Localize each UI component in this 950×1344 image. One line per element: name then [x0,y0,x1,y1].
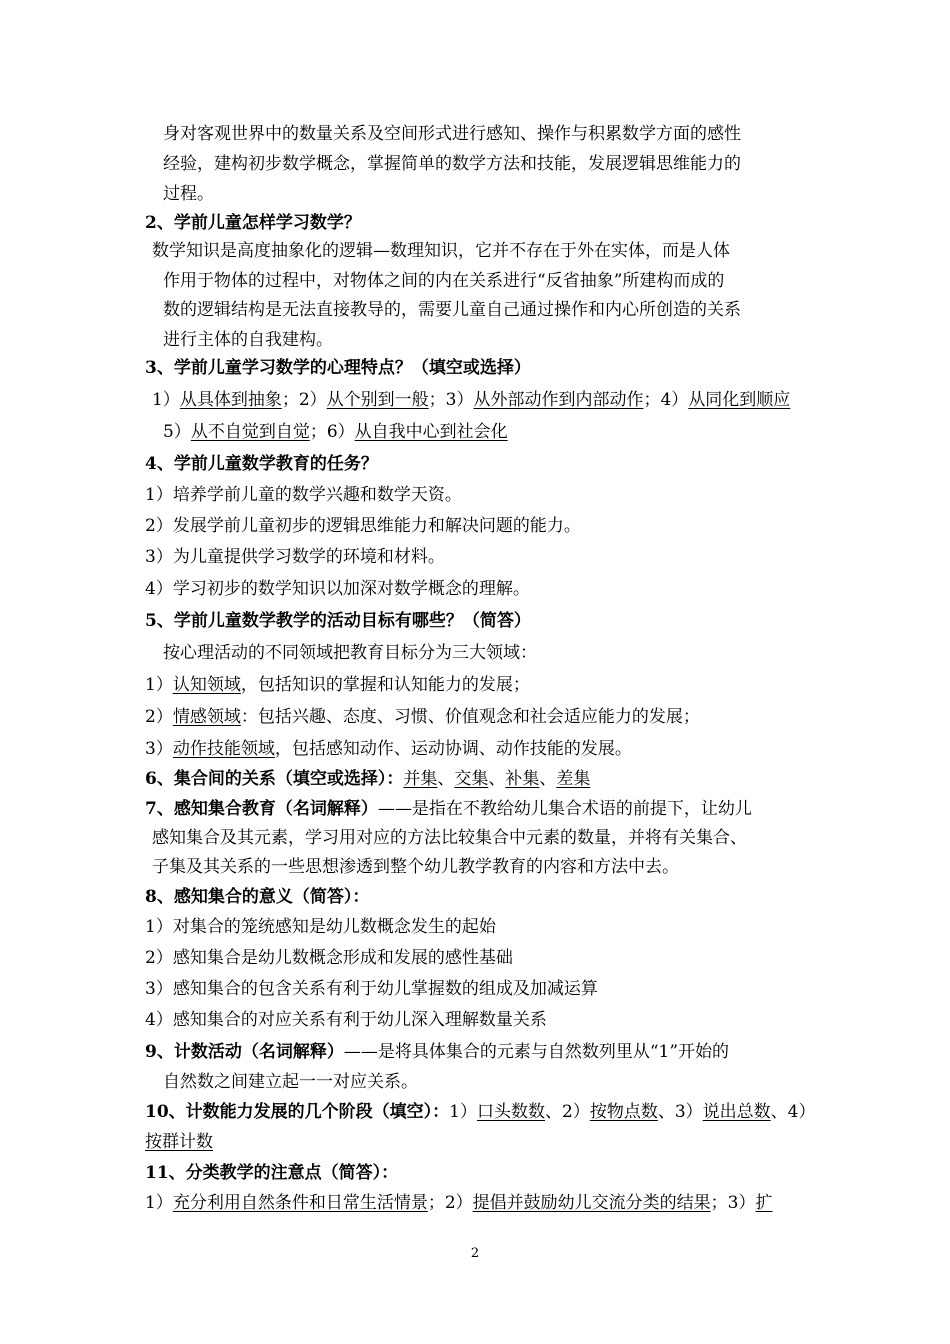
q5-intro: 按心理活动的不同领域把教育目标分为三大领域： [163,643,537,663]
q5-item-2-text: ：包括兴趣、态度、习惯、价值观念和社会适应能力的发展； [240,707,700,727]
q5-item-3-text: ，包括感知动作、运动协调、动作技能的发展。 [274,739,632,759]
q10-answer-1: 口头数数 [477,1102,545,1122]
q5-item-2 [145,705,815,729]
q6-sep-2: 、 [488,769,506,789]
q10-prefix-4: 、4） [770,1102,816,1122]
q11-answer-3: 扩 [755,1193,773,1213]
q3-prefix-3: ；3） [428,390,474,410]
q9-definition-start: ——是将具体集合的元素与自然数列里从“1”开始的 [343,1042,730,1062]
q6-line [145,767,815,791]
q4-item-1: 1）培养学前儿童的数学兴趣和数学天资。 [145,485,462,505]
q3-answer-5: 从不自觉到自觉 [190,422,310,442]
q6-answer-1: 并集 [403,769,438,789]
q4-item-3: 3）为儿童提供学习数学的环境和材料。 [145,547,445,567]
q2-line-1: 数学知识是高度抽象化的逻辑—数理知识，它并不存在于外在实体，而是人体 [152,241,730,261]
q7-definition-start: ——是指在不教给幼儿集合术语的前提下，让幼儿 [377,799,752,819]
q5-item-3-keyword: 动作技能领域 [172,739,275,759]
q4-item-4: 4）学习初步的数学知识以加深对数学概念的理解。 [145,579,530,599]
q3-answer-4: 从同化到顺应 [688,390,791,410]
q11-prefix-2: ；2） [427,1193,473,1213]
q9-line-1 [145,1040,815,1064]
q11-prefix-1: 1） [145,1193,173,1213]
q6-answer-2: 交集 [454,769,489,789]
q9-line-2: 自然数之间建立起一一对应关系。 [163,1072,418,1092]
q4-heading: 4、学前儿童数学教育的任务？ [145,454,378,474]
q3-prefix-6: ；6） [309,422,355,442]
q3-prefix-2: ；2） [281,390,327,410]
q2-line-2: 作用于物体的过程中，对物体之间的内在关系进行“反省抽象”所建构而成的 [163,271,725,291]
page-number: 2 [470,1246,480,1261]
q7-line-1 [145,797,815,821]
intro-line-1: 身对客观世界中的数量关系及空间形式进行感知、操作与积累数学方面的感性 [163,124,741,144]
q8-heading: 8、感知集合的意义（简答）： [145,887,370,907]
q10-line-1 [145,1100,815,1124]
q3-answer-3: 从外部动作到内部动作 [473,390,644,410]
q10-line-2 [145,1130,815,1154]
q11-answer-2: 提倡并鼓励幼儿交流分类的结果 [472,1193,711,1213]
q11-prefix-3: ；3） [710,1193,756,1213]
q4-item-2: 2）发展学前儿童初步的逻辑思维能力和解决问题的能力。 [145,516,581,536]
q3-prefix-4: ；4） [643,390,689,410]
q3-prefix-1: 1） [152,390,180,410]
q10-prefix-2: 、2） [545,1102,590,1122]
q11-heading: 11、分类教学的注意点（简答）： [145,1163,399,1183]
q5-item-3 [145,737,815,761]
q8-item-1: 1）对集合的笼统感知是幼儿数概念发生的起始 [145,917,496,937]
q3-prefix-5: 5） [163,422,191,442]
q6-answer-3: 补集 [505,769,540,789]
q5-item-1-keyword: 认知领域 [172,675,241,695]
q2-line-3: 数的逻辑结构是无法直接教导的，需要儿童自己通过操作和内心所创造的关系 [163,300,741,320]
q10-heading: 10、计数能力发展的几个阶段（填空）： [145,1102,450,1122]
q9-heading: 9、计数活动（名词解释） [145,1042,344,1062]
q5-item-2-number: 2） [145,707,173,727]
q5-item-1-number: 1） [145,675,173,695]
q8-item-4: 4）感知集合的对应关系有利于幼儿深入理解数量关系 [145,1010,547,1030]
q11-answer-1: 充分利用自然条件和日常生活情景 [172,1193,428,1213]
q5-heading: 5、学前儿童数学教学的活动目标有哪些？（简答） [145,611,531,631]
q10-answer-2: 按物点数 [589,1102,658,1122]
q7-line-2: 感知集合及其元素，学习用对应的方法比较集合中元素的数量，并将有关集合、 [152,828,747,848]
q6-sep-1: 、 [437,769,455,789]
q3-answer-1: 从具体到抽象 [179,390,282,410]
q6-sep-3: 、 [539,769,557,789]
q3-answer-6: 从自我中心到社会化 [354,422,508,442]
q10-prefix-1: 1） [449,1102,477,1122]
q10-prefix-3: 、3） [657,1102,703,1122]
q2-heading: 2、学前儿童怎样学习数学？ [145,213,361,233]
q2-line-4: 进行主体的自我建构。 [163,330,333,350]
q3-answer-2: 从个别到一般 [326,390,429,410]
q10-answer-4: 按群计数 [145,1132,213,1152]
q8-item-3: 3）感知集合的包含关系有利于幼儿掌握数的组成及加减运算 [145,979,598,999]
q10-answer-3: 说出总数 [702,1102,771,1122]
q3-heading: 3、学前儿童学习数学的心理特点？（填空或选择） [145,358,531,378]
q7-heading: 7、感知集合教育（名词解释） [145,799,378,819]
q5-item-1-text: ，包括知识的掌握和认知能力的发展； [240,675,530,695]
q3-line-1 [152,388,822,412]
q7-line-3: 子集及其关系的一些思想渗透到整个幼儿教学教育的内容和方法中去。 [152,857,679,877]
q3-line-2 [163,420,833,444]
q11-line-1 [145,1191,815,1215]
q5-item-3-number: 3） [145,739,173,759]
q8-item-2: 2）感知集合是幼儿数概念形成和发展的感性基础 [145,948,513,968]
q6-heading: 6、集合间的关系（填空或选择）： [145,769,404,789]
intro-line-2: 经验，建构初步数学概念，掌握简单的数学方法和技能，发展逻辑思维能力的 [163,154,741,174]
intro-line-3: 过程。 [163,184,214,204]
q6-answer-4: 差集 [556,769,591,789]
q5-item-2-keyword: 情感领域 [172,707,241,727]
q5-item-1 [145,673,815,697]
